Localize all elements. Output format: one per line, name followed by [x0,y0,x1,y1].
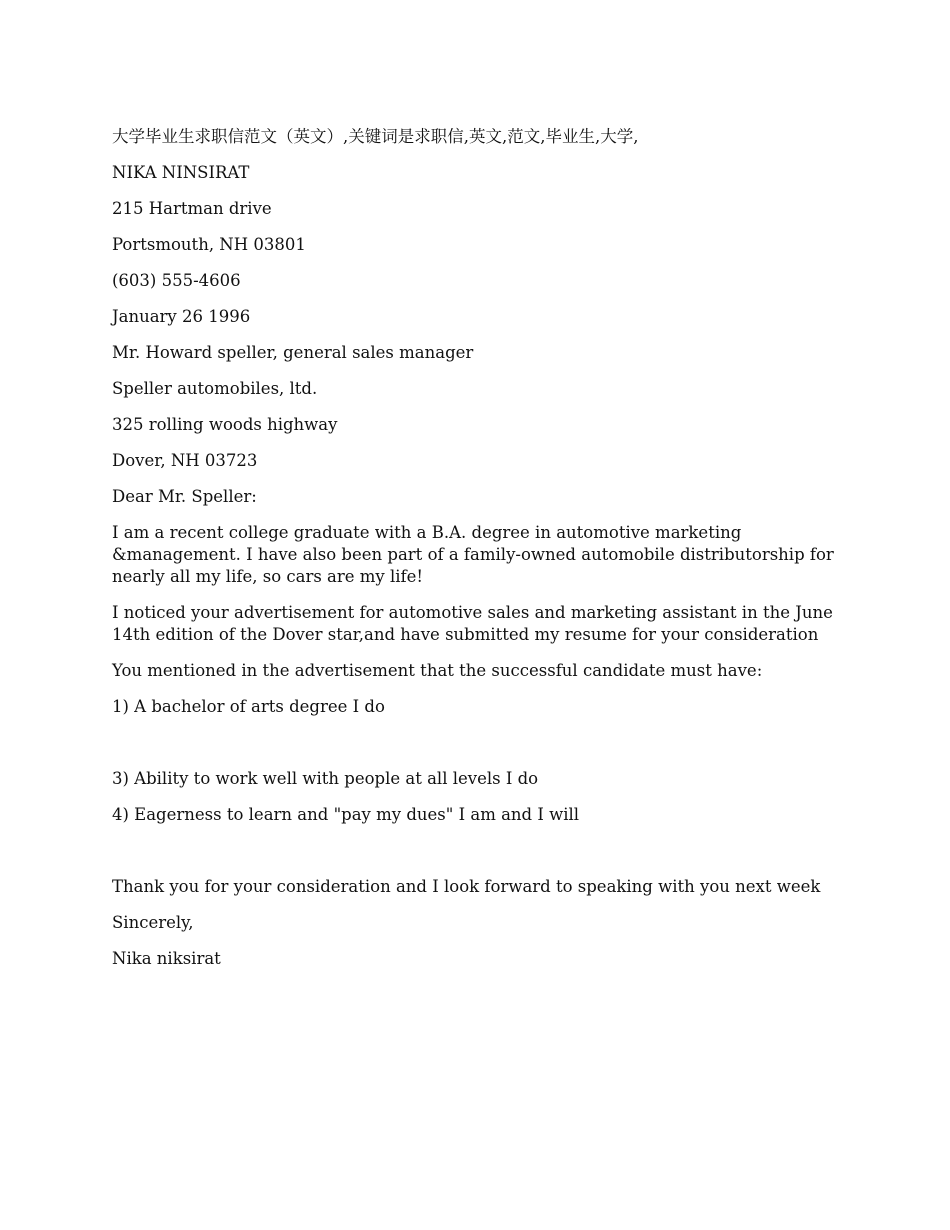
recipient-name: Mr. Howard speller, general sales manager [112,343,474,362]
paragraph-advertisement: I noticed your advertisement for automotive sales and marketing assistant in the June 14th edition of the Dover star,and have submitted my resume for your consideration [112,603,833,644]
recipient-street: 325 rolling woods highway [112,415,338,434]
blank-line [112,732,840,754]
paragraph-requirements-intro: You mentioned in the advertisement that the successful candidate must have: [112,661,763,680]
title-line: 大学毕业生求职信范文（英文）,关键词是求职信,英文,范文,毕业生,大学, [112,127,639,146]
sender-street: 215 Hartman drive [112,199,272,218]
recipient-city: Dover, NH 03723 [112,451,258,470]
blank-line [112,840,840,862]
requirement-item-3: 3) Ability to work well with people at all levels I do [112,769,539,788]
closing-paragraph: Thank you for your consideration and I look forward to speaking with you next week [112,877,821,896]
sender-city: Portsmouth, NH 03801 [112,235,306,254]
recipient-company: Speller automobiles, ltd. [112,379,318,398]
requirement-item-4: 4) Eagerness to learn and "pay my dues" I am and I will [112,805,580,824]
sender-phone: (603) 555-4606 [112,271,241,290]
letter-date: January 26 1996 [112,307,251,326]
salutation: Dear Mr. Speller: [112,487,257,506]
sign-off: Sincerely, [112,913,194,932]
paragraph-intro: I am a recent college graduate with a B.A. degree in automotive marketing &management. I have also been part of a family-owned automobile distributorship for nearly all my life, so cars are my life! [112,523,834,586]
requirement-item-1: 1) A bachelor of arts degree I do [112,697,385,716]
signature: Nika niksirat [112,949,221,968]
letter-body [112,126,840,984]
sender-name: NIKA NINSIRAT [112,163,250,182]
